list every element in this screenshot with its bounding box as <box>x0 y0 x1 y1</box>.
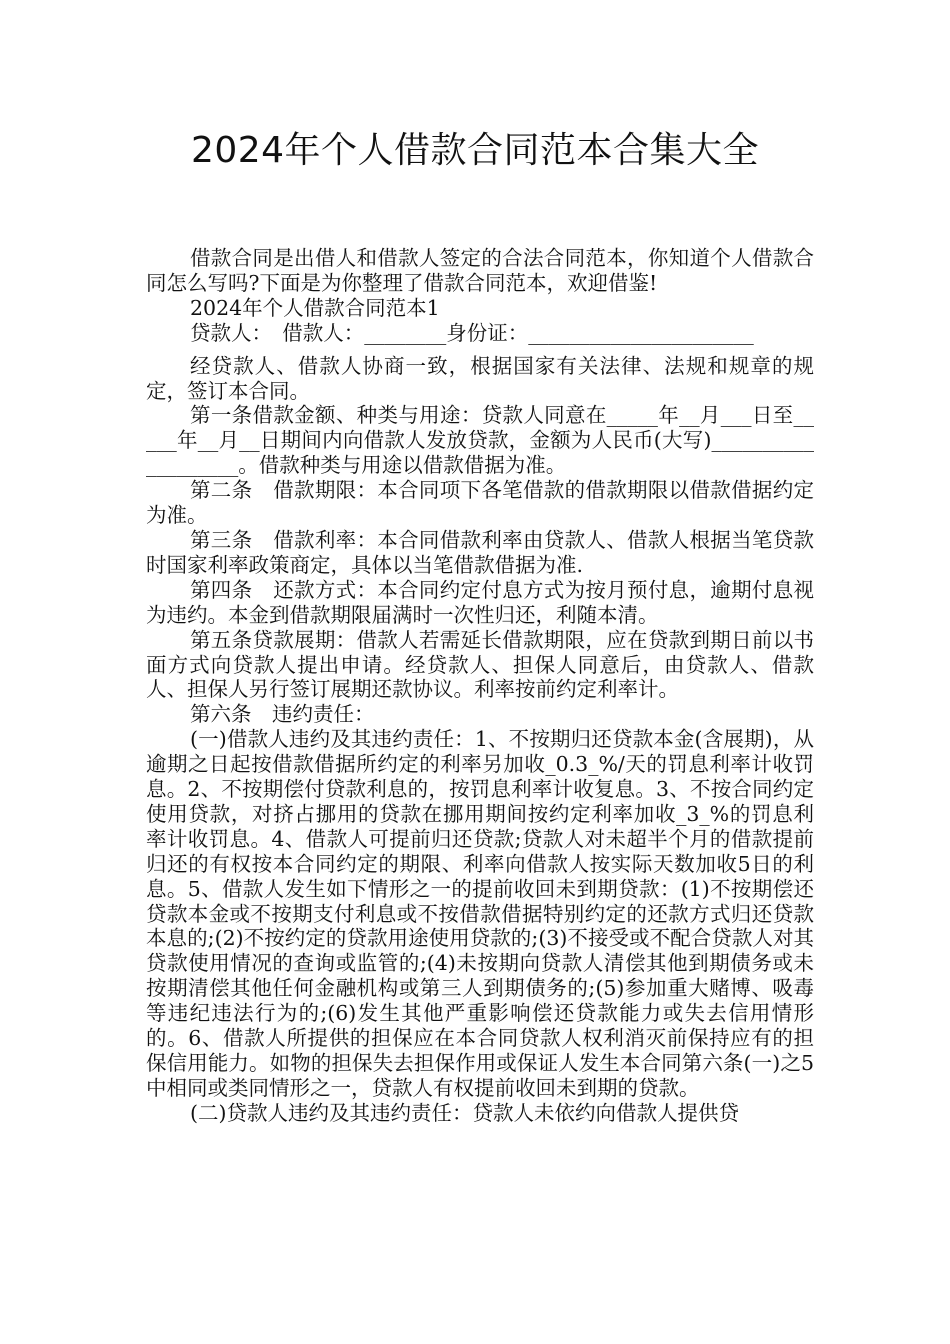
document-body <box>146 246 814 1126</box>
paragraph-article-2: 第二条 借款期限：本合同项下各笔借款的借款期限以借款借据约定为准。 <box>146 478 814 528</box>
paragraph-intro: 借款合同是出借人和借款人签定的合法合同范本，你知道个人借款合同怎么写吗?下面是为你整理了借款合同范本，欢迎借鉴! <box>146 246 814 295</box>
paragraph-article-3: 第三条 借款利率：本合同借款利率由贷款人、借款人根据当笔贷款时国家利率政策商定，具体以当笔借款借据为准. <box>146 527 814 577</box>
paragraph-article-6-1: (一)借款人违约及其违约责任：1、不按期归还贷款本金(含展期)，从逾期之日起按借款借据所约定的利率另加收_0.3_%/天的罚息利率计收罚息。2、不按期偿付贷款利息的，按罚息利率计收复息。3、不按合同约定使用贷款，对挤占挪用的贷款在挪用期间按约定利率加收_3_%的罚息利率计收罚息。4、借款人可提前归还贷款;贷款人对未超半个月的借款提前归还的有权按本合同约定的期限、利率向借款人按实际天数加收5日的利息。5、借款人发生如下情形之一的提前收回未到期贷款：(1)不按期偿还贷款本金或不按期支付利息或不按借款借据特别约定的还款方式归还贷款本息的;(2)不按约定的贷款用途使用贷款的;(3)不接受或不配合贷款人对其贷款使用情况的查询或监管的;(4)未按期向贷款人清偿其他到期债务或未按期清偿其他任何金融机构或第三人到期债务的;(5)参加重大赌博、吸毒等违纪违法行为的;(6)发生其他严重影响偿还贷款能力或失去信用情形的。6、借款人所提供的担保应在本合同贷款人权利消灭前保持应有的担保信用能力。如物的担保失去担保作用或保证人发生本合同第六条(一)之5中相同或类同情形之一，贷款人有权提前收回未到期的贷款。 <box>146 727 814 1100</box>
paragraph-article-6: 第六条 违约责任： <box>190 702 375 727</box>
paragraph-article-6-2: (二)贷款人违约及其违约责任：贷款人未依约向借款人提供贷 <box>190 1100 739 1125</box>
paragraph-article-4: 第四条 还款方式：本合同约定付息方式为按月预付息，逾期付息视为违约。本金到借款期限届满时一次性归还，利随本清。 <box>146 577 814 627</box>
paragraph-template-heading: 2024年个人借款合同范本1 <box>190 295 440 320</box>
paragraph-article-1: 第一条借款金额、种类与用途：贷款人同意在_____年__月___日至_____年__月__日期间内向借款人发放贷款，金额为人民币(大写)___________________。借款种类与用途以借款借据为准。 <box>146 403 814 478</box>
paragraph-article-5: 第五条贷款展期：借款人若需延长借款期限，应在贷款到期日前以书面方式向贷款人提出申请。经贷款人、担保人同意后，由贷款人、借款人、担保人另行签订展期还款协议。利率按前约定利率计。 <box>146 627 814 702</box>
paragraph-preamble: 经贷款人、借款人协商一致，根据国家有关法律、法规和规章的规定，签订本合同。 <box>146 353 814 403</box>
paragraph-parties: 贷款人： 借款人：________身份证：______________________ <box>190 320 754 345</box>
document-title: 2024年个人借款合同范本合集大全 <box>190 130 760 171</box>
